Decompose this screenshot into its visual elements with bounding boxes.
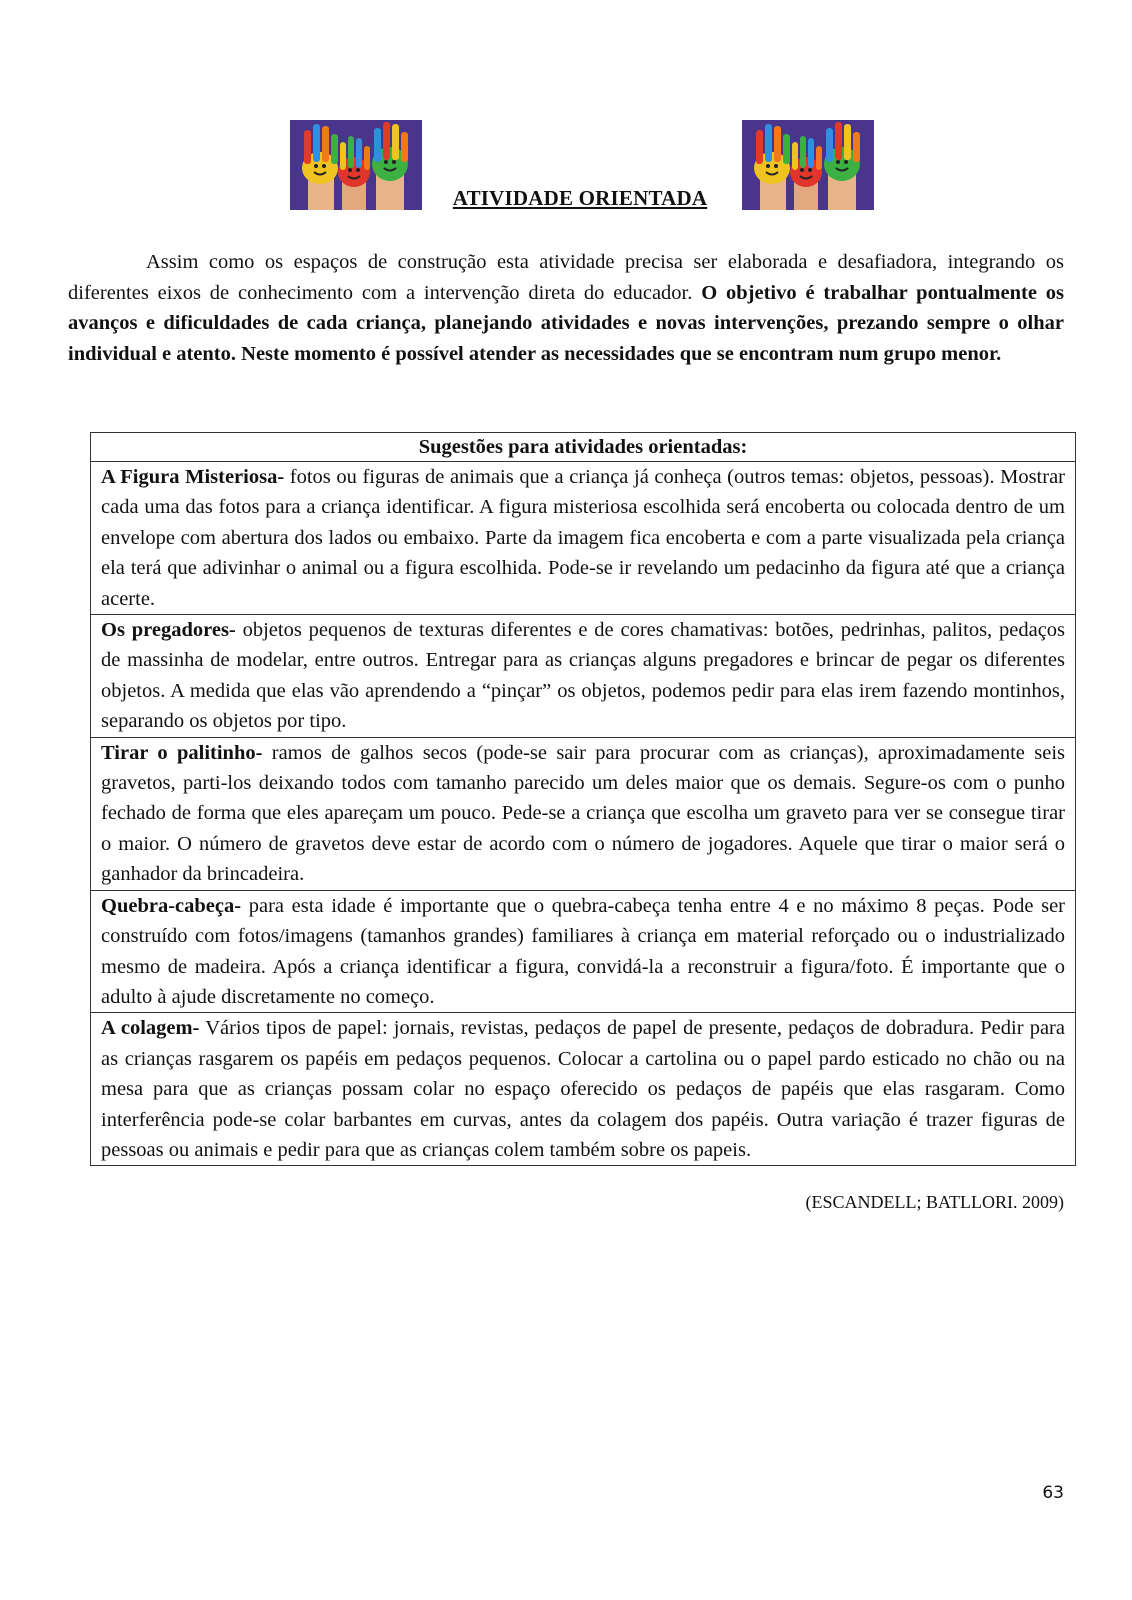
activity-description: fotos ou figuras de animais que a criança já conheça (outros temas: objetos, pessoas). Mostrar cada uma das fotos para a criança identificar. A figura misteriosa escolhida será encoberta ou colocada dentro de um envelope com abertura dos lados ou embaixo. Parte da imagem fica encoberta e com a parte visualizada pela criança ela terá que adivinhar o animal ou a figura escolhida. Pode-se ir revelando um pedacinho da figura até que a criança acerte. (101, 466, 1065, 610)
page-title: ATIVIDADE ORIENTADA (452, 186, 708, 210)
activity-term: Quebra-cabeça- (101, 894, 242, 917)
activity-term: Os pregadores- (101, 619, 236, 642)
painted-hands-image-left (290, 120, 422, 210)
activity-term: Tirar o palitinho- (101, 741, 263, 764)
suggestions-table (90, 432, 1076, 1166)
page-header (0, 120, 1132, 212)
activity-term: A colagem- (101, 1017, 200, 1040)
activity-description: Vários tipos de papel: jornais, revistas, pedaços de papel de presente, pedaços de dobradura. Pedir para as crianças rasgarem os papéis em pedaços pequenos. Colocar a cartolina ou o papel pardo esticado no chão ou na mesa para que as crianças possam colar no espaço oferecido os pedaços de papéis que elas rasgaram. Como interferência pode-se colar barbantes em curvas, antes da colagem dos papéis. Outra variação é trazer figuras de pessoas ou animais e pedir para que as crianças colem também sobre os papeis. (101, 1017, 1065, 1161)
table-row (91, 891, 1075, 1014)
table-row (91, 738, 1075, 891)
activity-description: para esta idade é importante que o quebra-cabeça tenha entre 4 e no máximo 8 peças. Pode ser construído com fotos/imagens (tamanhos grandes) familiares à criança em material reforçado ou o industrializado mesmo de madeira. Após a criança identificar a figura, convidá-la a reconstruir a figura/foto. É importante que o adulto à ajude discretamente no começo. (101, 894, 1066, 1008)
intro-text: Assim como os espaços de construção esta atividade precisa ser elaborada e desafiadora, integrando os diferentes eixos de conhecimento com a intervenção direta do educador. (68, 251, 1064, 304)
intro-bold-text: O objetivo é trabalhar pontualmente os avanços e dificuldades de cada criança, planejando atividades e novas intervenções, prezando sempre o olhar individual e atento. Neste momento é possível atender as necessidades que se encontram num grupo menor. (68, 281, 1064, 365)
table-row (91, 615, 1075, 738)
page-number: 63 (1042, 1483, 1064, 1503)
table-row (91, 1013, 1075, 1165)
suggestions-table-title: Sugestões para atividades orientadas: (91, 433, 1075, 462)
activity-description: ramos de galhos secos (pode-se sair para procurar com as crianças), aproximadamente seis gravetos, parti-los deixando todos com tamanho parecido um deles maior que os demais. Segure-os com o punho fechado de forma que eles apareçam um pouco. Pede-se a criança que escolha um graveto para ver se consegue tirar o maior. O número de gravetos deve estar de acordo com o número de jogadores. Aquele que tirar o maior será o ganhador da brincadeira. (101, 741, 1065, 886)
activity-term: A Figura Misteriosa- (101, 466, 285, 488)
table-row (91, 462, 1075, 615)
painted-hands-image-right (742, 120, 874, 210)
intro-paragraph (68, 247, 1064, 369)
citation: (ESCANDELL; BATLLORI. 2009) (805, 1192, 1064, 1212)
activity-description: objetos pequenos de texturas diferentes e de cores chamativas: botões, pedrinhas, palitos, pedaços de massinha de modelar, entre outros. Entregar para as crianças alguns pregadores e brincar de pegar os diferentes objetos. A medida que elas vão aprendendo a “pinçar” os objetos, podemos pedir para elas irem fazendo montinhos, separando os objetos por tipo. (101, 619, 1066, 733)
